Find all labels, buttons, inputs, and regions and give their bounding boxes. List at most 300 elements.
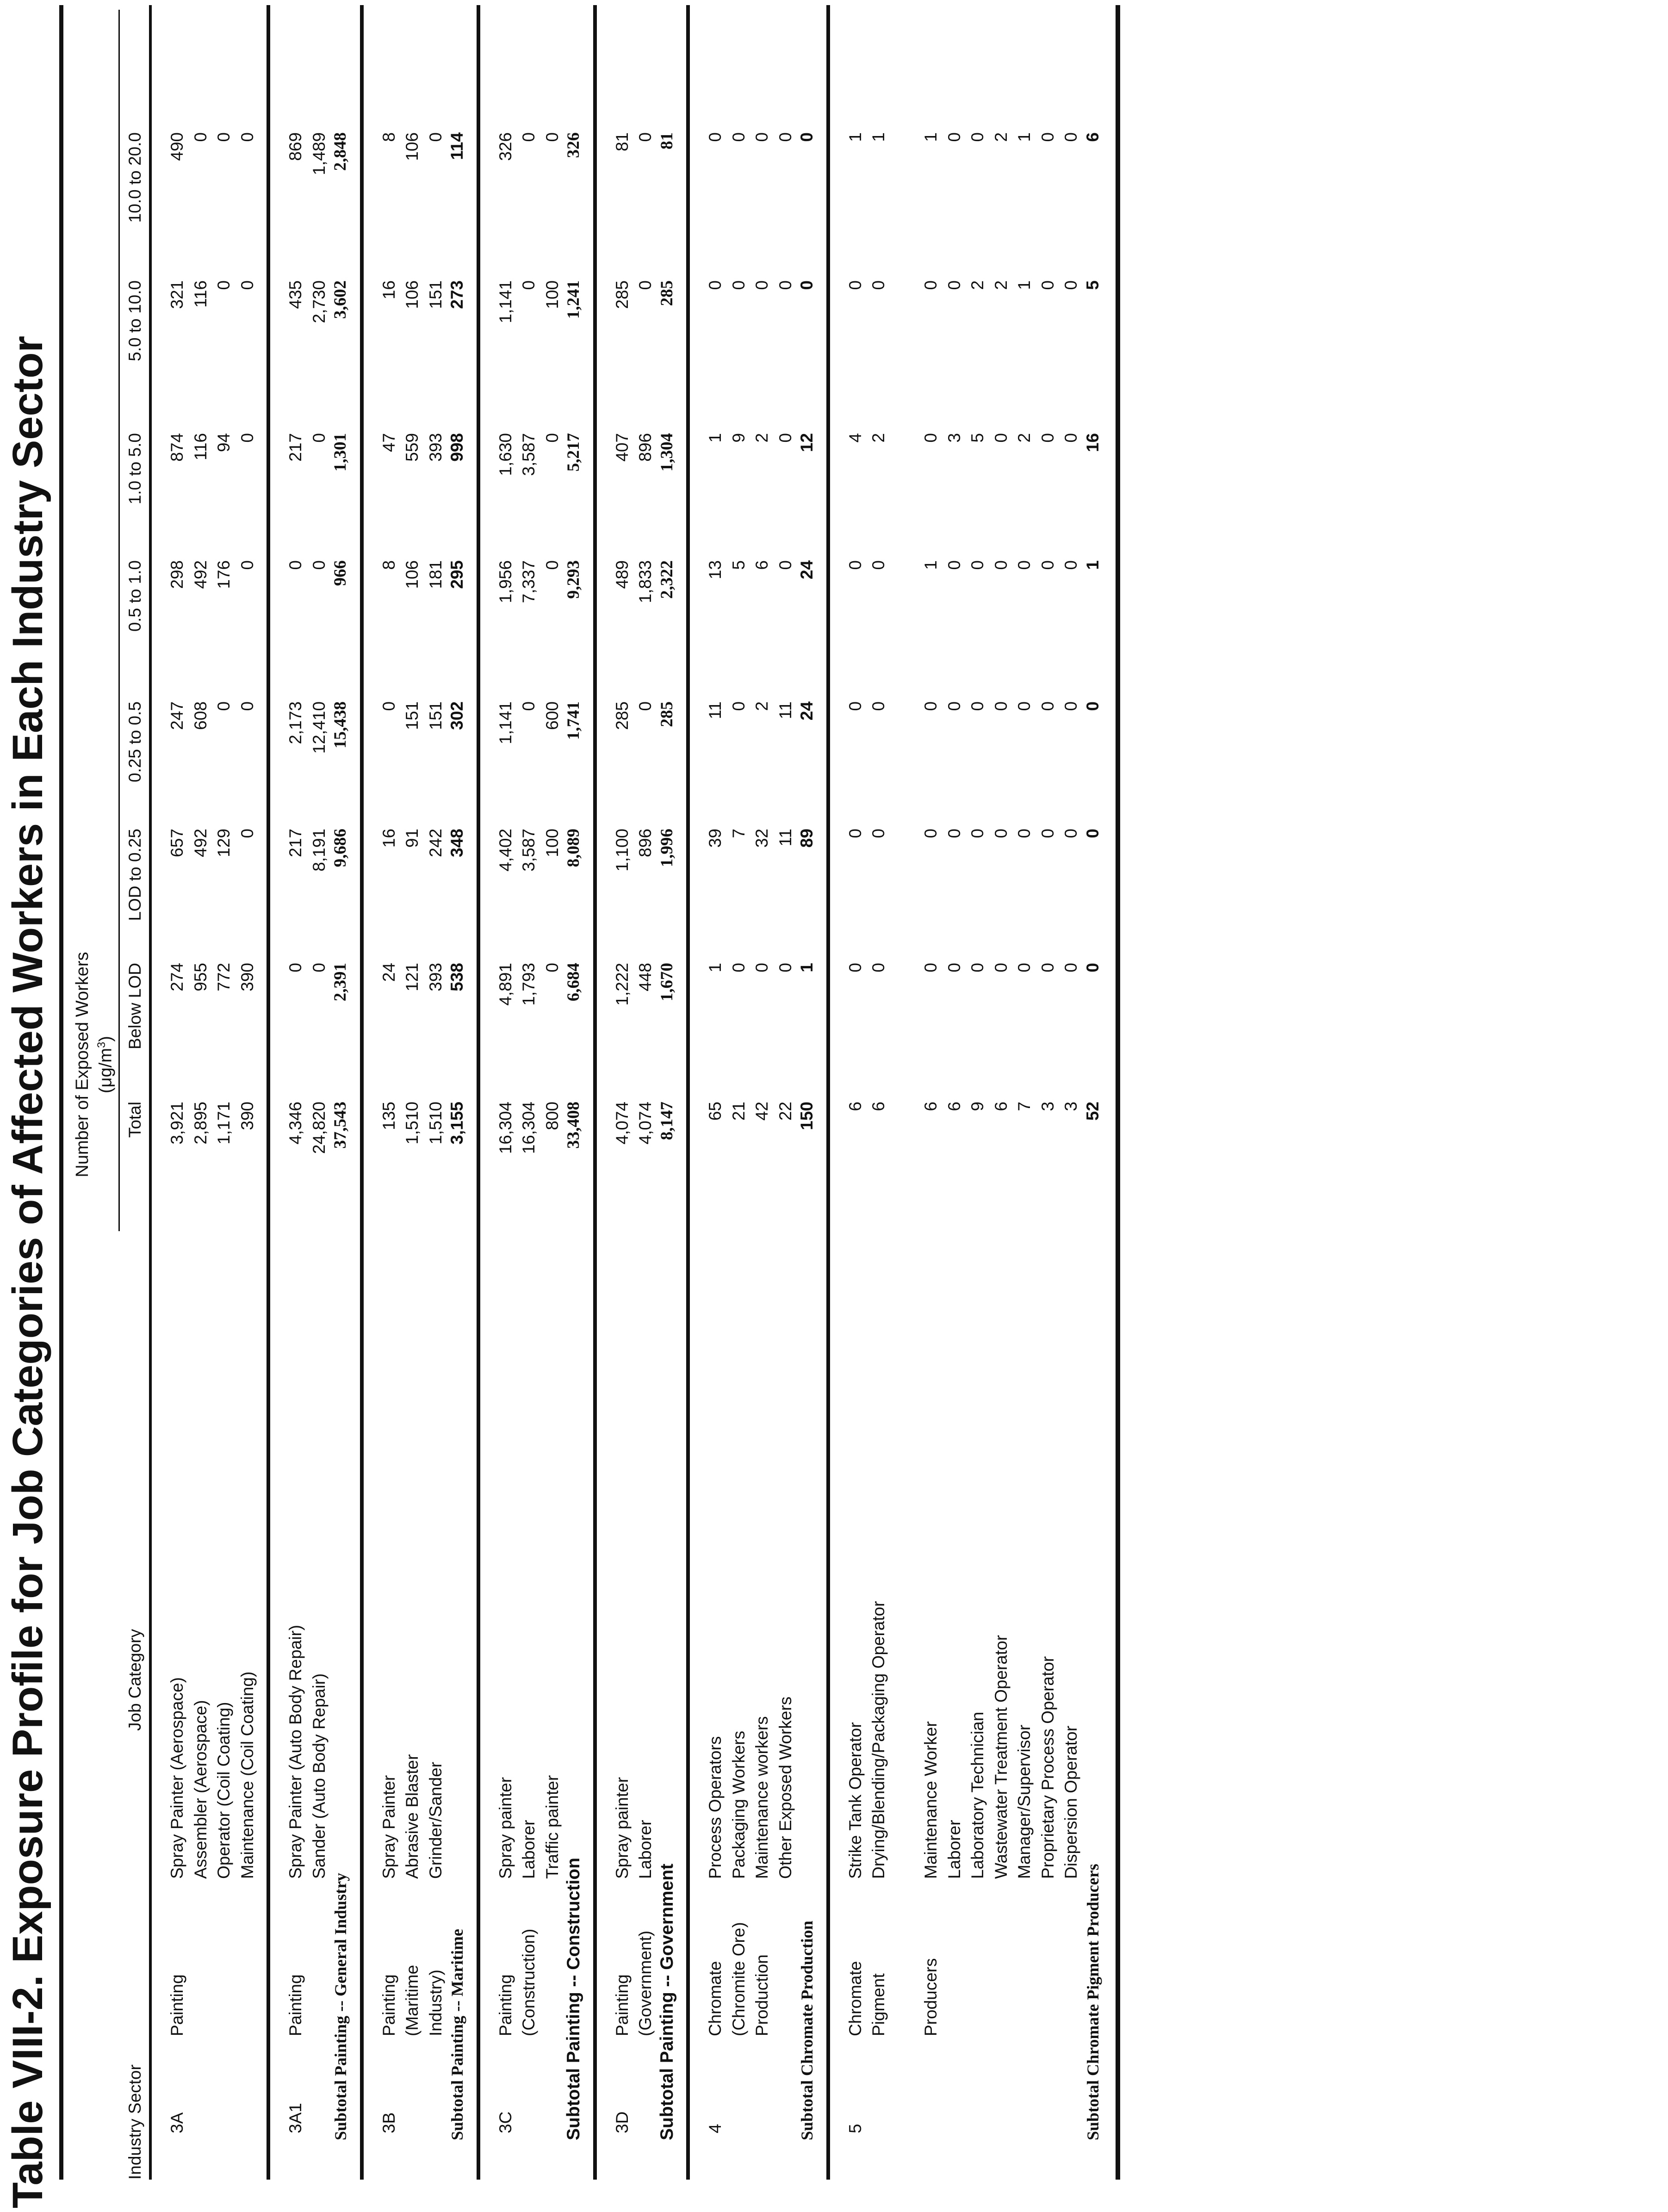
value-cell-100-to-200: 1 [1015,132,1034,142]
value-cell-10-to-50: 0 [1061,433,1080,443]
value-cell-05-to-10: 6 [752,560,771,570]
job-category: Proprietary Process Operator [1038,1656,1057,1879]
value-cell-10-to-50: 0 [237,433,257,443]
value-cell-50-to-100: 151 [426,280,445,309]
value-cell-025-to-05: 285 [612,701,632,730]
value-cell-100-to-200: 0 [944,132,964,142]
value-cell-025-to-05: 600 [542,701,562,730]
value-cell-lod-to-025: 0 [944,829,964,838]
subtotal-value-50-to-100: 5 [1083,280,1102,290]
subtotal-value-50-to-100: 273 [447,280,466,309]
value-cell-over-200 [402,0,423,79]
job-category: Strike Tank Operator [845,1722,865,1879]
value-cell-over-200 [1014,0,1035,79]
value-cell-025-to-05: 0 [845,701,865,711]
value-cell-lod-to-025: 0 [845,829,865,838]
value-cell-total: 22 [775,1102,795,1121]
value-cell-50-to-100: 116 [191,280,210,308]
value-cell-100-to-200: 1 [921,132,940,142]
job-category: Spray painter [612,1777,632,1879]
industry-sector-description: Painting [379,1974,398,2036]
value-cell-below-lod: 393 [426,963,445,991]
value-cell-100-to-200: 0 [237,132,257,142]
value-cell-total: 21 [729,1102,748,1121]
industry-sector-description: Production [752,1954,771,2036]
value-cell-below-lod: 0 [1015,963,1034,973]
job-category: Grinder/Sander [426,1762,445,1879]
value-cell-50-to-100: 0 [636,280,655,290]
subtotal-value-lod-to-025: 89 [797,829,816,848]
value-cell-below-lod: 0 [542,963,562,973]
subtotal-value-10-to-50: 16 [1083,433,1102,452]
job-category: Packaging Workers [729,1730,748,1879]
job-category: Spray Painter [379,1775,398,1879]
subtotal-value-025-to-05: 0 [1083,701,1102,711]
value-cell-100-to-200: 0 [636,132,655,142]
value-cell-50-to-100: 0 [214,280,233,290]
value-cell-05-to-10: 13 [706,560,725,580]
job-category: Traffic painter [542,1775,562,1879]
job-category: Laborer [636,1820,655,1879]
value-cell-below-lod: 0 [921,963,940,973]
value-cell-10-to-50: 0 [542,433,562,443]
subtotal-value-lod-to-025: 9,686 [331,829,350,867]
value-cell-100-to-200: 0 [1061,132,1080,142]
value-cell-below-lod: 0 [845,963,865,973]
subtotal-value-total: 8,147 [657,1102,676,1140]
section-divider-rule [826,5,830,2180]
industry-sector-description: Chromate [845,1961,865,2036]
subtotal-value-over-200 [330,0,351,79]
column-header-100-to-200: 10.0 to 20.0 [125,132,144,223]
value-cell-over-200 [378,0,400,79]
subtotal-value-below-lod: 0 [1083,963,1102,973]
value-cell-over-200 [991,0,1012,79]
job-category: Wastewater Treatment Operator [991,1635,1011,1879]
value-cell-10-to-50: 9 [729,433,748,443]
value-cell-100-to-200: 0 [706,132,725,142]
job-category: Maintenance Worker [921,1721,940,1879]
value-cell-over-200 [309,0,330,79]
value-cell-025-to-05: 0 [869,701,888,711]
value-cell-below-lod: 121 [403,963,422,991]
subtotal-value-100-to-200: 114 [447,132,466,160]
value-cell-100-to-200: 0 [191,132,210,142]
value-cell-over-200 [635,0,656,79]
value-cell-025-to-05: 0 [729,701,748,711]
value-cell-025-to-05: 0 [968,701,987,711]
value-cell-10-to-50: 217 [286,433,305,462]
value-cell-lod-to-025: 657 [167,829,186,857]
value-cell-below-lod: 0 [1061,963,1080,973]
value-cell-05-to-10: 489 [612,560,632,589]
value-cell-50-to-100: 0 [1038,280,1057,290]
column-header-below-lod: Below LOD [125,963,144,1050]
subtotal-value-025-to-05: 24 [797,701,816,721]
value-cell-025-to-05: 608 [191,701,210,730]
value-cell-10-to-50: 559 [403,433,422,462]
value-cell-below-lod: 0 [286,963,305,973]
value-cell-05-to-10: 1 [921,560,940,570]
subtotal-label: Subtotal Chromate Production [798,1921,816,2140]
value-cell-lod-to-025: 0 [869,829,888,838]
value-cell-lod-to-025: 16 [379,829,398,848]
value-cell-025-to-05: 2 [752,701,771,711]
value-cell-025-to-05: 12,410 [309,701,329,754]
unit-superscript: 3 [95,1041,108,1048]
value-cell-over-200 [285,0,306,79]
value-cell-lod-to-025: 91 [403,829,422,848]
value-cell-total: 1,510 [403,1102,422,1145]
value-cell-100-to-200: 106 [403,132,422,161]
value-cell-lod-to-025: 129 [214,829,233,857]
value-cell-lod-to-025: 0 [237,829,257,838]
industry-sector-description: (Chromite Ore) [729,1922,748,2036]
subtotal-value-100-to-200: 0 [797,132,816,142]
industry-sector-description: (Maritime [403,1964,422,2036]
subtotal-value-100-to-200: 2,848 [331,132,350,171]
subtotal-value-05-to-10: 2,322 [657,560,676,599]
value-cell-100-to-200: 326 [496,132,515,161]
section-divider-rule [593,5,597,2180]
industry-sector-description: Chromate [706,1961,725,2036]
value-cell-total: 6 [869,1102,888,1111]
value-cell-lod-to-025: 492 [191,829,210,857]
value-cell-lod-to-025: 1,100 [612,829,632,872]
subtotal-value-total: 52 [1083,1102,1102,1121]
subtotal-value-below-lod: 1,670 [657,963,676,1002]
subtotal-value-05-to-10: 24 [797,560,816,580]
value-cell-05-to-10: 176 [214,560,233,589]
value-cell-total: 9 [968,1102,987,1111]
value-cell-025-to-05: 0 [921,701,940,711]
subtotal-value-total: 33,408 [564,1102,583,1149]
value-cell-10-to-50: 4 [845,433,865,443]
subtotal-value-lod-to-025: 8,089 [564,829,583,867]
value-cell-lod-to-025: 8,191 [309,829,329,872]
column-header-10-to-50: 1.0 to 5.0 [125,433,144,505]
value-cell-025-to-05: 0 [944,701,964,711]
value-cell-05-to-10: 0 [968,560,987,570]
industry-sector-description: (Government) [636,1930,655,2036]
value-cell-lod-to-025: 11 [775,829,795,847]
value-cell-below-lod: 0 [991,963,1011,973]
subtotal-value-025-to-05: 15,438 [331,701,350,749]
subtotal-value-025-to-05: 285 [657,701,676,727]
value-cell-below-lod: 1 [706,963,725,973]
value-cell-025-to-05: 11 [775,701,795,719]
value-cell-50-to-100: 0 [237,280,257,290]
column-header-05-to-10: 0.5 to 1.0 [125,560,144,632]
value-cell-100-to-200: 0 [968,132,987,142]
subtotal-label: Subtotal Painting -- Maritime [448,1929,466,2140]
subtotal-value-below-lod: 538 [447,963,466,991]
value-cell-100-to-200: 81 [612,132,632,152]
subtotal-value-100-to-200: 6 [1083,132,1102,142]
value-cell-below-lod: 1,222 [612,963,632,1006]
value-cell-10-to-50: 5 [968,433,987,443]
subtotal-value-05-to-10: 9,293 [564,560,583,599]
value-cell-05-to-10: 1,956 [496,560,515,603]
value-cell-lod-to-025: 896 [636,829,655,857]
value-cell-100-to-200: 0 [519,132,538,142]
value-cell-over-200 [705,0,726,79]
value-cell-50-to-100: 100 [542,280,562,309]
subtotal-value-below-lod: 1 [797,963,816,973]
value-cell-05-to-10: 106 [403,560,422,589]
value-cell-100-to-200: 0 [542,132,562,142]
value-cell-100-to-200: 0 [214,132,233,142]
industry-sector-id: 4 [706,2124,725,2133]
value-cell-50-to-100: 0 [729,280,748,290]
column-header-025-to-05: 0.25 to 0.5 [125,701,144,782]
value-cell-total: 135 [379,1102,398,1130]
value-cell-total: 6 [845,1102,865,1111]
value-cell-over-200 [728,0,750,79]
value-cell-50-to-100: 1 [1015,280,1034,290]
value-cell-lod-to-025: 0 [1038,829,1057,838]
value-cell-lod-to-025: 242 [426,829,445,857]
subtotal-value-10-to-50: 998 [447,433,466,462]
value-cell-below-lod: 390 [237,963,257,991]
subtotal-label: Subtotal Painting -- Construction [564,1858,583,2140]
value-cell-total: 16,304 [519,1102,538,1154]
industry-sector-description: Pigment [869,1973,888,2036]
job-category: Abrasive Blaster [403,1754,422,1879]
value-cell-50-to-100: 2 [991,280,1011,290]
value-cell-50-to-100: 0 [869,280,888,290]
value-cell-lod-to-025: 0 [1061,829,1080,838]
value-cell-025-to-05: 247 [167,701,186,730]
value-cell-lod-to-025: 0 [1015,829,1034,838]
value-cell-10-to-50: 47 [379,433,398,452]
value-cell-total: 6 [921,1102,940,1111]
value-cell-025-to-05: 0 [519,701,538,711]
value-cell-50-to-100: 321 [167,280,186,309]
value-cell-lod-to-025: 0 [921,829,940,838]
job-category: Sander (Auto Body Repair) [309,1673,329,1879]
industry-sector-id: 3C [496,2111,515,2133]
value-cell-10-to-50: 0 [921,433,940,443]
section-divider-rule [686,5,690,2180]
subtotal-value-50-to-100: 3,602 [331,280,350,319]
value-cell-total: 1,510 [426,1102,445,1145]
value-cell-below-lod: 24 [379,963,398,982]
subtotal-label: Subtotal Chromate Pigment Producers [1083,1864,1102,2140]
value-cell-total: 65 [706,1102,725,1121]
value-cell-over-200 [845,0,866,79]
group-header-rule [118,10,120,1231]
value-cell-below-lod: 274 [167,963,186,991]
value-cell-over-200 [1037,0,1059,79]
value-cell-05-to-10: 0 [1061,560,1080,570]
value-cell-10-to-50: 2 [752,433,771,443]
value-cell-10-to-50: 393 [426,433,445,462]
value-cell-total: 42 [752,1102,771,1121]
subtotal-label: Subtotal Painting -- General Industry [331,1872,350,2140]
value-cell-lod-to-025: 100 [542,829,562,857]
value-cell-below-lod: 0 [775,963,795,973]
subtotal-value-05-to-10: 295 [447,560,466,589]
industry-sector-description: Producers [921,1958,940,2036]
subtotal-value-100-to-200: 81 [657,132,676,149]
job-category: Maintenance workers [752,1716,771,1879]
industry-sector-id: 3A [167,2112,186,2133]
value-cell-10-to-50: 0 [309,433,329,443]
value-cell-50-to-100: 285 [612,280,632,309]
value-cell-below-lod: 448 [636,963,655,991]
value-cell-total: 4,074 [612,1102,632,1145]
subtotal-label: Subtotal Painting -- Government [657,1863,677,2140]
value-cell-below-lod: 0 [729,963,748,973]
subtotal-value-over-200 [446,0,468,79]
value-cell-05-to-10: 0 [1015,560,1034,570]
value-cell-over-200 [920,0,942,79]
subtotal-value-05-to-10: 966 [331,560,350,586]
value-cell-over-200 [518,0,539,79]
job-category: Spray Painter (Auto Body Repair) [286,1624,305,1879]
value-cell-025-to-05: 2,173 [286,701,305,744]
value-cell-100-to-200: 2 [991,132,1011,142]
value-cell-lod-to-025: 39 [706,829,725,848]
job-category: Maintenance (Coil Coating) [237,1671,257,1879]
subtotal-value-total: 3,155 [447,1102,466,1145]
value-cell-total: 3 [1038,1102,1057,1111]
value-cell-10-to-50: 3 [944,433,964,443]
value-cell-100-to-200: 869 [286,132,305,161]
value-cell-025-to-05: 151 [426,701,445,730]
subtotal-value-lod-to-025: 1,996 [657,829,676,867]
value-cell-10-to-50: 407 [612,433,632,462]
value-cell-total: 16,304 [496,1102,515,1154]
unit-label: (μg/m [96,1048,116,1093]
table-top-rule [59,5,63,2180]
unit-header [92,10,116,2119]
column-header-total: Total [125,1102,144,1138]
value-cell-lod-to-025: 32 [752,829,771,848]
value-cell-lod-to-025: 7 [729,829,748,838]
value-cell-over-200 [868,0,889,79]
value-cell-50-to-100: 1,141 [496,280,515,323]
value-cell-total: 6 [944,1102,964,1111]
job-category: Assembler (Aerospace) [191,1700,210,1879]
value-cell-10-to-50: 2 [869,433,888,443]
job-category: Operator (Coil Coating) [214,1702,233,1879]
column-header-50-to-100: 5.0 to 10.0 [125,280,144,361]
value-cell-50-to-100: 2,730 [309,280,329,323]
value-cell-below-lod: 0 [309,963,329,973]
subtotal-value-over-200 [1082,0,1104,79]
value-cell-100-to-200: 8 [379,132,398,142]
value-cell-over-200 [542,0,563,79]
value-cell-10-to-50: 0 [991,433,1011,443]
value-cell-lod-to-025: 4,402 [496,829,515,872]
value-cell-05-to-10: 0 [991,560,1011,570]
industry-sector-description: Industry) [426,1970,445,2036]
column-header-job: Job Category [125,1629,144,1731]
value-cell-over-200 [167,0,188,79]
value-cell-05-to-10: 5 [729,560,748,570]
value-cell-025-to-05: 0 [1015,701,1034,711]
value-cell-50-to-100: 0 [706,280,725,290]
value-cell-over-200 [751,0,773,79]
section-divider-rule [360,5,364,2180]
job-category: Laborer [944,1820,964,1879]
value-cell-05-to-10: 0 [869,560,888,570]
value-cell-05-to-10: 1,833 [636,560,655,603]
subtotal-value-10-to-50: 5,217 [564,433,583,472]
value-cell-total: 1,171 [214,1102,233,1145]
value-cell-05-to-10: 0 [944,560,964,570]
table-bottom-rule [1116,5,1120,2180]
value-cell-50-to-100: 0 [1061,280,1080,290]
value-cell-05-to-10: 8 [379,560,398,570]
value-cell-100-to-200: 0 [1038,132,1057,142]
subtotal-value-100-to-200: 326 [564,132,583,158]
value-cell-below-lod: 955 [191,963,210,991]
job-category: Laborer [519,1820,538,1879]
value-cell-10-to-50: 3,587 [519,433,538,476]
column-header-sector: Industry Sector [125,2064,144,2180]
value-cell-below-lod: 0 [1038,963,1057,973]
subtotal-value-50-to-100: 1,241 [564,280,583,319]
section-divider-rule [477,5,480,2180]
value-cell-over-200 [775,0,796,79]
value-cell-05-to-10: 7,337 [519,560,538,603]
value-cell-100-to-200: 0 [426,132,445,142]
industry-sector-id: 3A1 [286,2103,305,2133]
value-cell-05-to-10: 492 [191,560,210,589]
value-cell-025-to-05: 0 [1038,701,1057,711]
value-cell-025-to-05: 0 [991,701,1011,711]
value-cell-total: 3,921 [167,1102,186,1145]
exposed-workers-header: Number of Exposed Workers [73,952,92,1177]
section-divider-rule [267,5,270,2180]
value-cell-over-200 [495,0,516,79]
industry-sector-description: Painting [496,1974,515,2036]
value-cell-10-to-50: 1,630 [496,433,515,476]
subtotal-value-025-to-05: 302 [447,701,466,730]
value-cell-50-to-100: 106 [403,280,422,309]
value-cell-025-to-05: 0 [379,701,398,711]
job-category: Spray Painter (Aerospace) [167,1677,186,1879]
job-category: Dispersion Operator [1061,1725,1080,1879]
value-cell-below-lod: 0 [944,963,964,973]
value-cell-100-to-200: 1 [869,132,888,142]
value-cell-over-200 [190,0,211,79]
value-cell-05-to-10: 0 [542,560,562,570]
value-cell-025-to-05: 151 [403,701,422,730]
subtotal-value-over-200 [796,0,818,79]
value-cell-100-to-200: 0 [729,132,748,142]
job-category: Drying/Blending/Packaging Operator [869,1601,888,1879]
value-cell-10-to-50: 896 [636,433,655,462]
value-cell-over-200 [1060,0,1082,79]
value-cell-100-to-200: 1,489 [309,132,329,175]
job-category: Manager/Supervisor [1015,1724,1034,1879]
value-cell-50-to-100: 16 [379,280,398,300]
value-cell-total: 2,895 [191,1102,210,1145]
value-cell-total: 800 [542,1102,562,1130]
value-cell-lod-to-025: 0 [991,829,1011,838]
value-cell-025-to-05: 1,141 [496,701,515,744]
value-cell-over-200 [425,0,446,79]
value-cell-025-to-05: 0 [214,701,233,711]
subtotal-value-below-lod: 6,684 [564,963,583,1002]
value-cell-over-200 [612,0,633,79]
subtotal-value-50-to-100: 0 [797,280,816,290]
subtotal-value-10-to-50: 1,304 [657,433,676,472]
